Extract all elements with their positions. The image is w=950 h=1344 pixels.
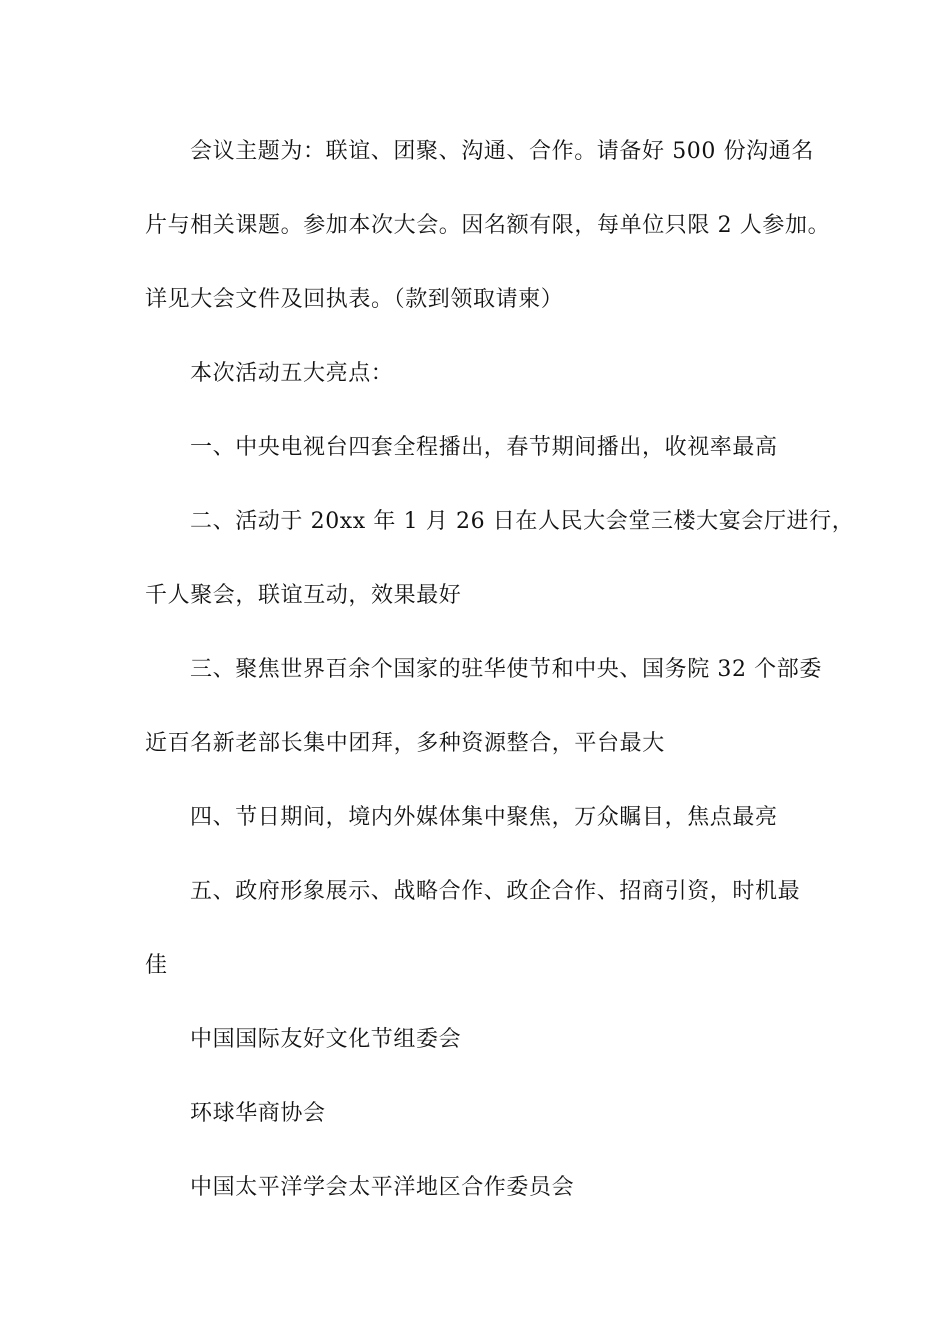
organizer-line: 中国国际友好文化节组委会 (190, 1027, 462, 1052)
paragraph-line: 四、节日期间，境内外媒体集中聚焦，万众瞩目，焦点最亮 (190, 805, 778, 830)
paragraph-line: 佳 (145, 953, 168, 978)
organizer-line: 中国太平洋学会太平洋地区合作委员会 (190, 1175, 575, 1200)
paragraph-line: 近百名新老部长集中团拜，多种资源整合，平台最大 (145, 731, 665, 756)
paragraph-line: 三、聚焦世界百余个国家的驻华使节和中央、国务院 32 个部委 (190, 657, 822, 682)
paragraph-line: 会议主题为：联谊、团聚、沟通、合作。请备好 500 份沟通名 (190, 139, 814, 164)
paragraph-line: 一、中央电视台四套全程播出，春节期间播出，收视率最高 (190, 435, 778, 460)
paragraph-line: 本次活动五大亮点： (190, 361, 394, 386)
paragraph-line: 二、活动于 20xx 年 1 月 26 日在人民大会堂三楼大宴会厅进行， (190, 509, 855, 534)
paragraph-line: 片与相关课题。参加本次大会。因名额有限，每单位只限 2 人参加。 (145, 213, 831, 238)
paragraph-line: 五、政府形象展示、战略合作、政企合作、招商引资，时机最 (190, 879, 801, 904)
organizer-line: 环球华商协会 (190, 1101, 326, 1126)
paragraph-line: 详见大会文件及回执表。（款到领取请柬） (145, 287, 564, 312)
paragraph-line: 千人聚会，联谊互动，效果最好 (145, 583, 462, 608)
